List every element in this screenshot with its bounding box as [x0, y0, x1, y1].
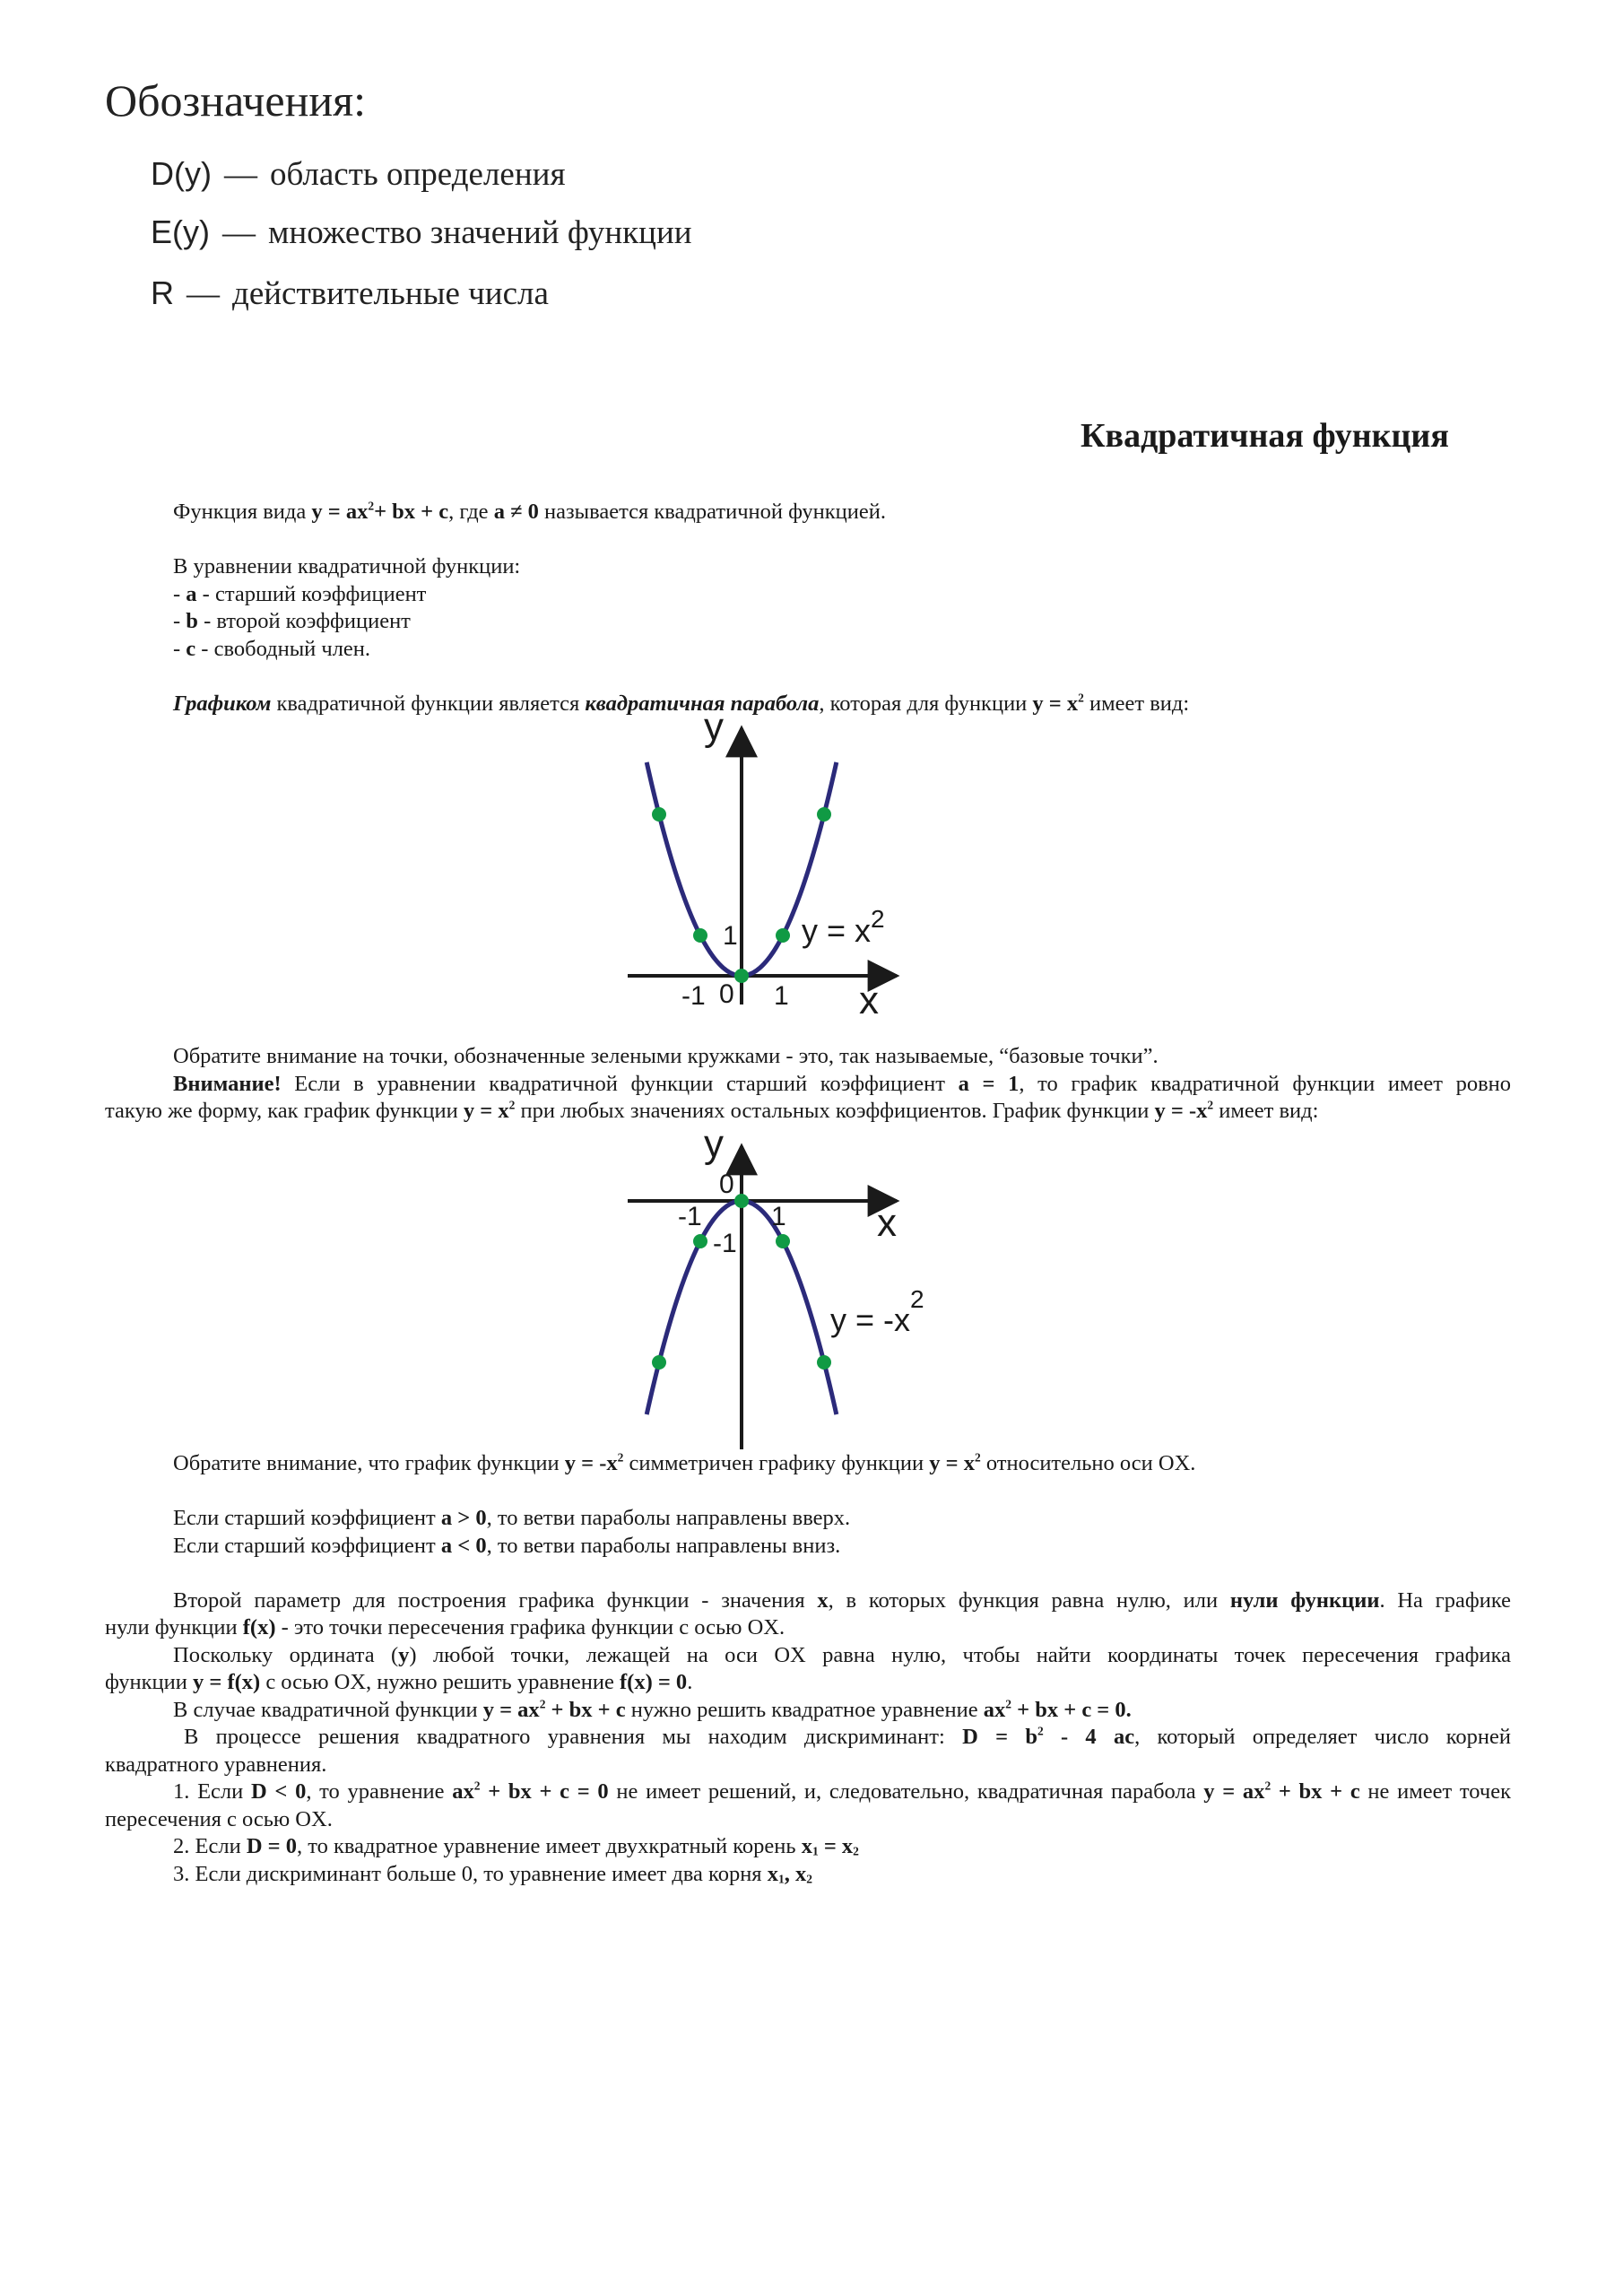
formula: x — [767, 1862, 778, 1886]
formula: y = x — [929, 1451, 975, 1475]
case-1-line-2: пересечения с осью OX. — [105, 1807, 333, 1831]
formula: a < 0 — [440, 1534, 487, 1558]
exponent: 2 — [473, 1779, 481, 1793]
formula: f(x) = 0 — [620, 1670, 688, 1694]
text-run: , которая для функции — [819, 691, 1033, 716]
base-point-1 — [693, 928, 707, 943]
exponent: 2 — [974, 1450, 981, 1465]
symmetry-note — [173, 1450, 1195, 1478]
formula: + bx + c = 0 — [480, 1779, 609, 1804]
curve-label-exponent: 2 — [871, 905, 885, 933]
formula: D = 0 — [246, 1834, 297, 1858]
text-run: 1. Если — [173, 1779, 251, 1804]
formula: + bx + c = 0. — [1011, 1698, 1132, 1722]
text-run: - это точки пересечения графика функции с осью OX. — [275, 1615, 785, 1639]
exponent: 2 — [617, 1450, 624, 1465]
text-run: Если старший коэффициент — [173, 1534, 441, 1558]
formula: f(x) — [242, 1615, 276, 1639]
notation-text: действительные числа — [232, 275, 549, 312]
parabola-chart-up — [592, 709, 968, 1031]
text-run: не имеет решений, и, следовательно, квадратичная парабола — [608, 1779, 1204, 1804]
base-point-0 — [652, 1355, 666, 1370]
section-title: Квадратичная функция — [1081, 417, 1449, 455]
formula: y = -x — [1154, 1099, 1208, 1123]
notation-item-range — [151, 213, 692, 253]
coef-name: b — [186, 609, 198, 633]
x-tick-neg: -1 — [678, 1202, 702, 1231]
text-run: называется квадратичной функцией. — [538, 500, 886, 524]
warning-label: Внимание! — [173, 1072, 282, 1096]
text-run: , который определяет число корней — [1134, 1725, 1511, 1749]
text-run: - второй коэффициент — [197, 609, 411, 633]
zeros-line-1 — [173, 1587, 1511, 1615]
text-run: , то уравнение — [306, 1779, 453, 1804]
subscript: 2 — [806, 1872, 812, 1886]
text-run: . — [687, 1670, 693, 1694]
text-run: - старший коэффициент — [196, 582, 427, 606]
formula: y = f(x) — [193, 1670, 261, 1694]
case-2 — [173, 1833, 859, 1861]
text-run: - свободный член. — [195, 637, 371, 661]
notation-symbol: D(y) — [151, 155, 212, 192]
formula: y — [398, 1643, 410, 1667]
formula: y = ax — [1203, 1779, 1265, 1804]
notation-text: множество значений функции — [268, 214, 692, 251]
base-point-1 — [693, 1234, 707, 1248]
x-tick-neg: -1 — [681, 981, 706, 1011]
x-tick-pos: 1 — [774, 981, 789, 1011]
notation-text: область определения — [269, 156, 566, 193]
text-run: относительно оси OX. — [980, 1451, 1196, 1475]
text-run: Обратите внимание, что график функции — [173, 1451, 565, 1475]
text-run: Если в уравнении квадратичной функции старший коэффициент — [281, 1072, 959, 1096]
text-run: квадратичной функции является — [271, 691, 586, 716]
notation-title: Обозначения: — [105, 75, 366, 126]
origin-label: 0 — [719, 979, 734, 1009]
text-run: В процессе решения квадратного уравнения мы находим дискриминант: — [184, 1725, 963, 1749]
curve-label — [802, 905, 885, 949]
notation-item-reals — [151, 274, 549, 314]
warning-line-1 — [173, 1071, 1511, 1099]
coef-item-b — [173, 608, 411, 636]
formula: ax — [983, 1698, 1006, 1722]
text-run: - — [173, 582, 187, 606]
text-run: , в которых функция равна нулю, или — [828, 1588, 1230, 1613]
curve-label-text: y = -x — [830, 1301, 911, 1338]
text-run: , то график квадратичной функции имеет ровно — [1019, 1072, 1512, 1096]
text-run: Поскольку ордината ( — [173, 1643, 399, 1667]
base-points-note: Обратите внимание на точки, обозначенные зелеными кружками - это, так называемые, “базовые точки”. — [173, 1044, 1159, 1068]
formula: a > 0 — [440, 1506, 487, 1530]
y-axis-label: y — [704, 1122, 724, 1166]
text-run: не имеет точек — [1359, 1779, 1511, 1804]
base-point-4 — [817, 807, 831, 822]
formula: , x — [784, 1862, 807, 1886]
formula: - 4 ac — [1043, 1725, 1135, 1749]
base-point-3 — [776, 928, 790, 943]
coef-name: c — [186, 637, 196, 661]
branches-down — [173, 1533, 840, 1561]
formula: + bx + c — [1271, 1779, 1360, 1804]
coef-item-c — [173, 636, 370, 664]
x-axis-label: x — [859, 978, 879, 1022]
text-run: нули функции — [105, 1615, 243, 1639]
curve-label — [830, 1285, 924, 1338]
notation-dash: — — [223, 156, 257, 193]
exponent: 2 — [1078, 691, 1084, 705]
text-run: , то квадратное уравнение имеет двухкратный корень — [296, 1834, 802, 1858]
notation-symbol: R — [151, 274, 174, 311]
text-run: Второй параметр для построения графика функции - значения — [173, 1588, 818, 1613]
zeros-line-5 — [173, 1697, 1132, 1725]
formula: + bx + c — [374, 500, 449, 524]
formula: y = x — [463, 1099, 509, 1123]
text-run: , то ветви параболы направлены вверх. — [486, 1506, 851, 1530]
coef-name: a — [186, 582, 197, 606]
notation-dash: — — [222, 214, 256, 251]
text-run: В случае квадратичной функции — [173, 1698, 483, 1722]
text-run: при любых значениях остальных коэффициентов. График функции — [515, 1099, 1155, 1123]
exponent: 2 — [1264, 1779, 1271, 1793]
text-run: - — [173, 609, 187, 633]
y-tick: -1 — [713, 1229, 737, 1258]
definition-paragraph — [173, 499, 886, 526]
curve-label-exponent: 2 — [910, 1285, 924, 1313]
base-point-3 — [776, 1234, 790, 1248]
text-run: . На графике — [1379, 1588, 1512, 1613]
x-axis-label: x — [877, 1201, 897, 1245]
zeros-line-6 — [184, 1724, 1511, 1752]
formula: a ≠ 0 — [493, 500, 539, 524]
y-axis-label: y — [704, 709, 724, 749]
subscript: 1 — [777, 1872, 785, 1886]
emphasis: Графиком — [173, 691, 272, 716]
text-run: имеет вид: — [1083, 691, 1190, 716]
text-run: функции — [105, 1670, 193, 1694]
emphasis: нули функции — [1229, 1588, 1380, 1613]
notation-dash: — — [187, 275, 220, 312]
branches-up — [173, 1505, 850, 1533]
zeros-line-4 — [105, 1669, 692, 1697]
zeros-line-3 — [173, 1642, 1511, 1670]
y-tick: 1 — [723, 921, 738, 951]
exponent: 2 — [508, 1098, 516, 1112]
notation-symbol: E(y) — [151, 213, 210, 250]
base-point-2 — [734, 1194, 749, 1208]
formula: y = ax — [311, 500, 369, 524]
emphasis: квадратичная парабола — [585, 691, 820, 716]
text-run: Если старший коэффициент — [173, 1506, 441, 1530]
base-point-2 — [734, 969, 749, 983]
case-1-line-1 — [173, 1779, 1511, 1806]
text-run: с осью OX, нужно решить уравнение — [260, 1670, 620, 1694]
zeros-line-7: квадратного уравнения. — [105, 1752, 327, 1777]
text-run: 2. Если — [173, 1834, 247, 1858]
x-tick-pos: 1 — [771, 1202, 786, 1231]
notation-item-domain — [151, 154, 565, 195]
subscript: 1 — [812, 1844, 819, 1858]
text-run: 3. Если дискриминант больше 0, то уравнение имеет два корня — [173, 1862, 768, 1886]
subscript: 2 — [853, 1844, 859, 1858]
formula: x — [801, 1834, 812, 1858]
coef-item-a — [173, 581, 426, 609]
text-run: - — [173, 637, 187, 661]
formula: y = ax — [482, 1698, 540, 1722]
exponent: 2 — [1207, 1098, 1214, 1112]
formula: = x — [818, 1834, 854, 1858]
exponent: 2 — [1037, 1724, 1044, 1738]
base-point-0 — [652, 807, 666, 822]
text-run: ) любой точки, лежащей на оси OX равна нулю, чтобы найти координаты точек пересечения графика — [409, 1643, 1511, 1667]
zeros-line-2 — [105, 1614, 785, 1642]
text-run: нужно решить квадратное уравнение — [625, 1698, 984, 1722]
formula: + bx + c — [545, 1698, 626, 1722]
parabola-chart-down — [592, 1110, 968, 1460]
exponent: 2 — [368, 499, 375, 513]
curve-label-text: y = x — [802, 912, 872, 949]
formula: D < 0 — [250, 1779, 307, 1804]
formula: y = x — [1032, 691, 1079, 716]
text-run: , то ветви параболы направлены вниз. — [486, 1534, 841, 1558]
formula: ax — [452, 1779, 474, 1804]
formula: a = 1 — [958, 1072, 1020, 1096]
case-3 — [173, 1861, 812, 1889]
base-point-4 — [817, 1355, 831, 1370]
coef-intro: В уравнении квадратичной функции: — [173, 554, 521, 578]
text-run: такую же форму, как график функции — [105, 1099, 464, 1123]
formula: y = -x — [564, 1451, 618, 1475]
text-run: симметричен графику функции — [623, 1451, 930, 1475]
formula: D = b — [962, 1725, 1037, 1749]
exponent: 2 — [1005, 1697, 1012, 1711]
exponent: 2 — [539, 1697, 546, 1711]
origin-label: 0 — [719, 1170, 734, 1199]
text-run: имеет вид: — [1213, 1099, 1319, 1123]
formula: x — [817, 1588, 829, 1613]
text-run: , где — [448, 500, 494, 524]
text-run: Функция вида — [173, 500, 312, 524]
